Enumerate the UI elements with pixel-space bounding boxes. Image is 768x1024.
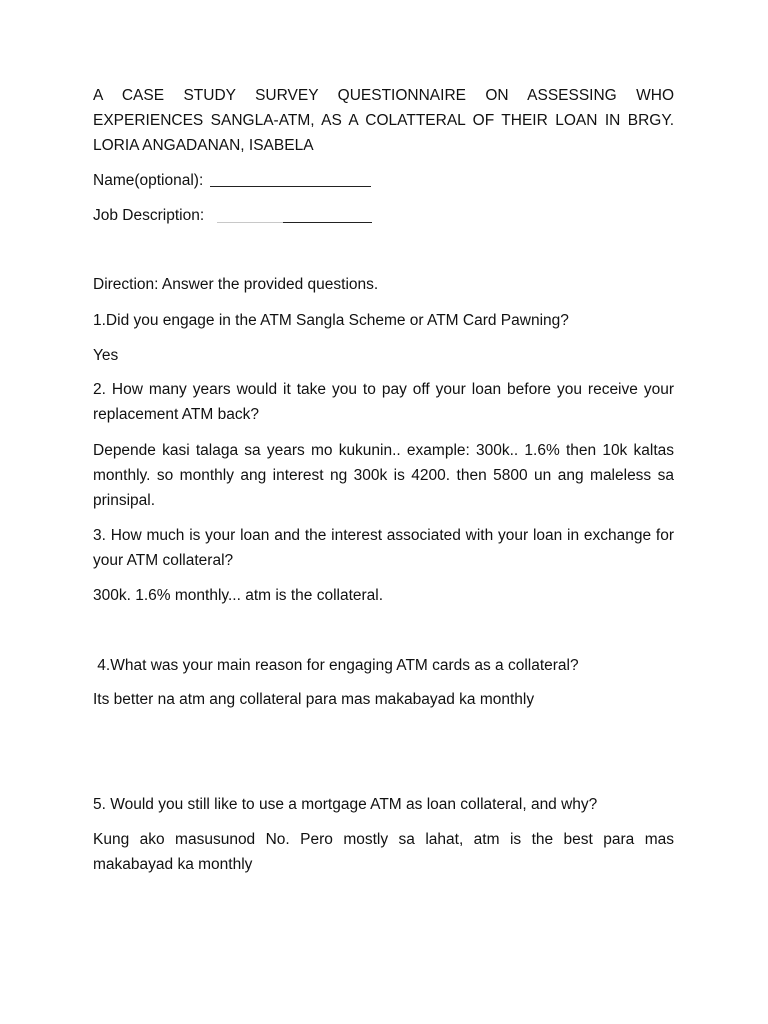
job-description-line-light xyxy=(217,222,283,223)
name-field-label: Name(optional): xyxy=(93,172,204,189)
job-description-line[interactable] xyxy=(283,222,372,223)
answer-2: Depende kasi talaga sa years mo kukunin.. example: 300k.. 1.6% then 10k kaltas monthly. so monthly ang interest ng 300k is 4200. then 5800 un ang maleless sa prinsipal. xyxy=(93,442,674,509)
answer-5: Kung ako masusunod No. Pero mostly sa lahat, atm is the best para mas makabayad ka monthly xyxy=(93,831,674,873)
answer-4: Its better na atm ang collateral para mas makabayad ka monthly xyxy=(93,691,535,708)
question-3: 3. How much is your loan and the interest associated with your loan in exchange for your ATM collateral? xyxy=(93,527,674,569)
document-title: A CASE STUDY SURVEY QUESTIONNAIRE ON ASSESSING WHO EXPERIENCES SANGLA-ATM, AS A COLATTERAL OF THEIR LOAN IN BRGY. LORIA ANGADANAN, ISABELA xyxy=(93,87,674,154)
answer-1: Yes xyxy=(93,347,119,364)
question-2: 2. How many years would it take you to pay off your loan before you receive your replacement ATM back? xyxy=(93,381,674,423)
job-description-label: Job Description: xyxy=(93,207,205,224)
question-4: 4.What was your main reason for engaging ATM cards as a collateral? xyxy=(93,657,579,674)
question-5: 5. Would you still like to use a mortgage ATM as loan collateral, and why? xyxy=(93,796,598,813)
name-field-line[interactable] xyxy=(210,186,371,187)
question-1: 1.Did you engage in the ATM Sangla Scheme or ATM Card Pawning? xyxy=(93,312,569,329)
answer-3: 300k. 1.6% monthly... atm is the collateral. xyxy=(93,587,384,604)
direction-text: Direction: Answer the provided questions. xyxy=(93,276,379,293)
